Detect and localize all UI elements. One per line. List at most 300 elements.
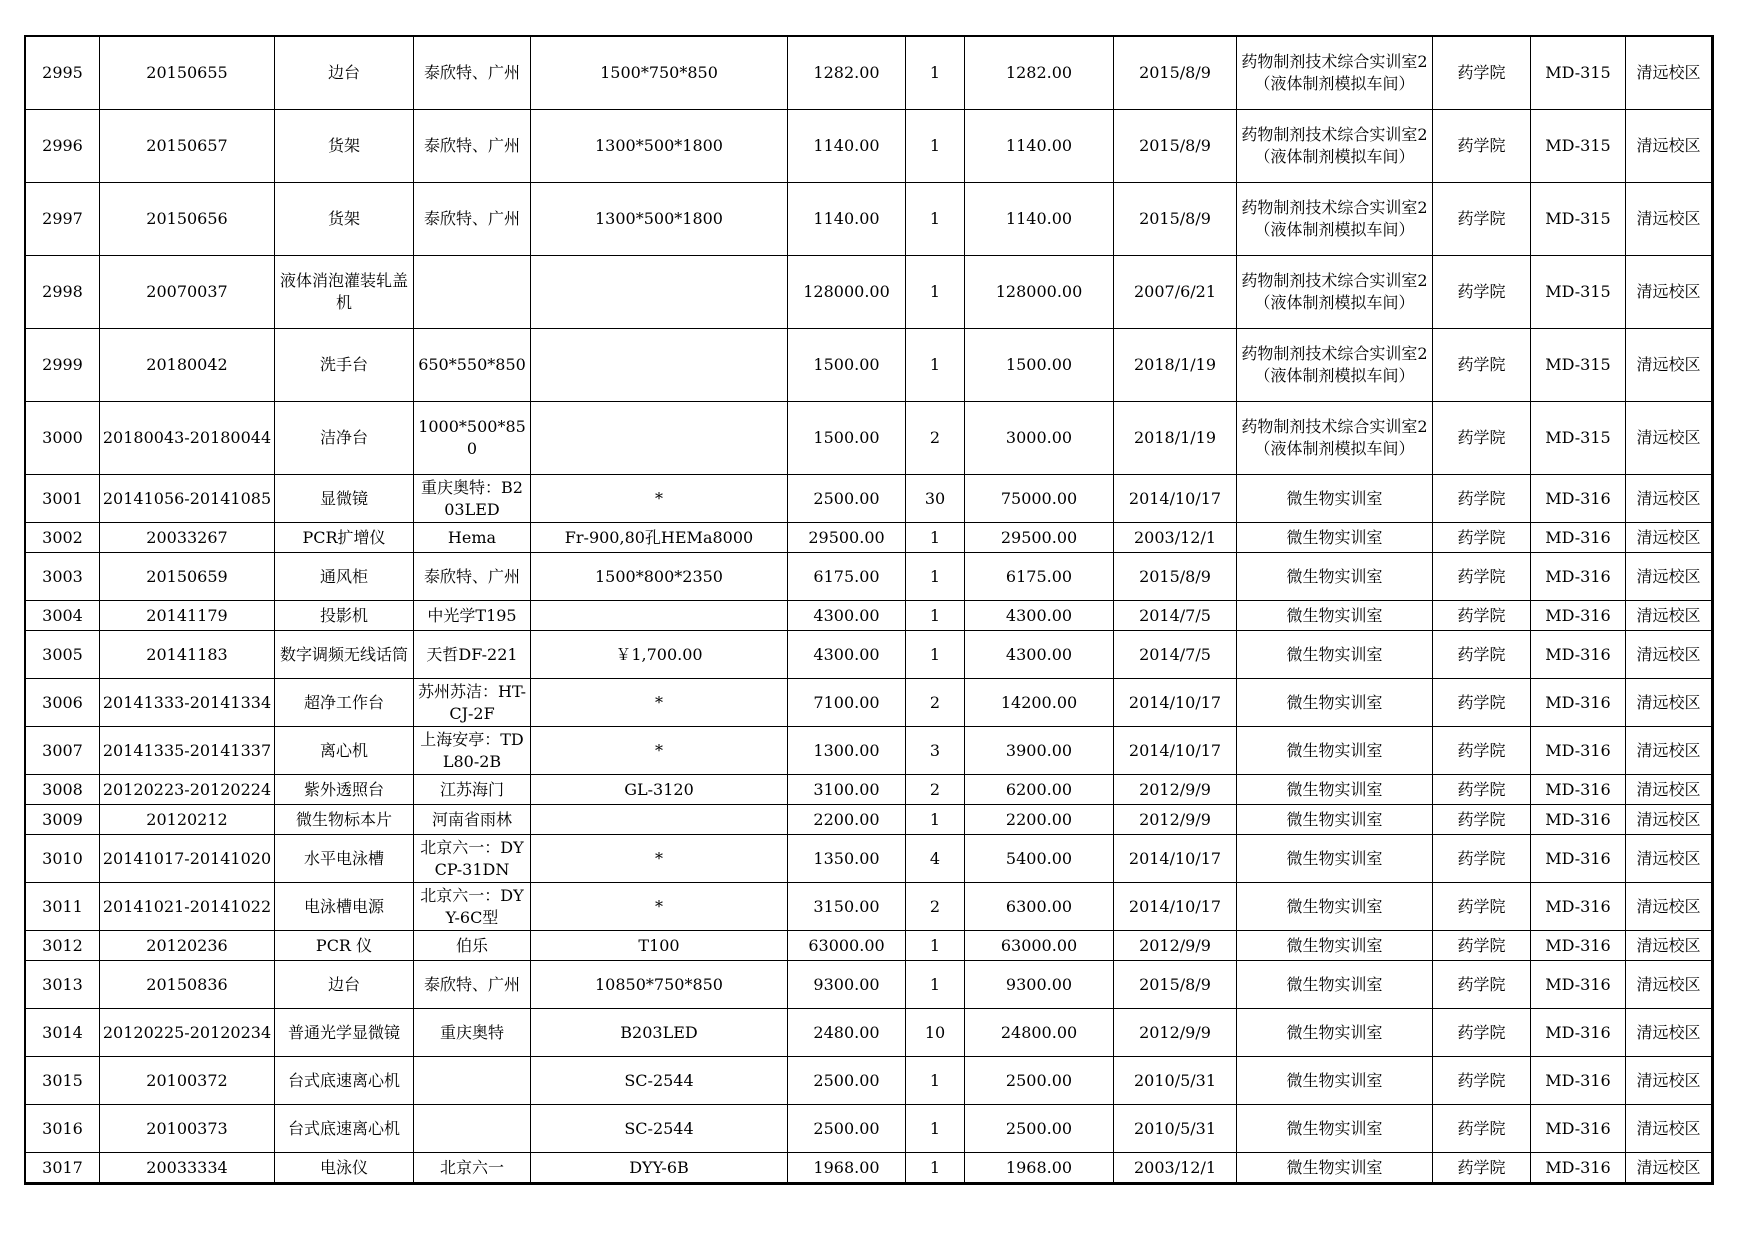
unit-price-cell: 4300.00 <box>788 631 906 679</box>
lab-location-cell: 微生物实训室 <box>1237 1105 1433 1153</box>
purchase-date-cell: 2003/12/1 <box>1114 1153 1237 1183</box>
model-cell: 1300*500*1800 <box>531 183 788 256</box>
campus-cell: 清远校区 <box>1626 727 1712 775</box>
unit-price-cell: 3100.00 <box>788 775 906 805</box>
quantity-cell: 1 <box>906 961 965 1009</box>
purchase-date-cell: 2007/6/21 <box>1114 256 1237 329</box>
unit-price-cell: 1282.00 <box>788 37 906 110</box>
campus-cell: 清远校区 <box>1626 402 1712 475</box>
room-code-cell: MD-316 <box>1531 631 1626 679</box>
campus-cell: 清远校区 <box>1626 523 1712 553</box>
campus-cell: 清远校区 <box>1626 553 1712 601</box>
equipment-name-cell: 离心机 <box>275 727 414 775</box>
lab-location-cell: 微生物实训室 <box>1237 523 1433 553</box>
asset-number-cell: 20180043-20180044 <box>100 402 275 475</box>
equipment-name-cell: PCR扩增仪 <box>275 523 414 553</box>
department-cell: 药学院 <box>1433 183 1531 256</box>
table-row <box>26 961 1712 1009</box>
room-code-cell: MD-315 <box>1531 110 1626 183</box>
seq-no-cell: 3009 <box>26 805 100 835</box>
table-row <box>26 883 1712 931</box>
table-row <box>26 475 1712 523</box>
purchase-date-cell: 2015/8/9 <box>1114 37 1237 110</box>
equipment-name-cell: 微生物标本片 <box>275 805 414 835</box>
room-code-cell: MD-316 <box>1531 775 1626 805</box>
purchase-date-cell: 2010/5/31 <box>1114 1057 1237 1105</box>
total-amount-cell: 6200.00 <box>965 775 1114 805</box>
table-row <box>26 1057 1712 1105</box>
purchase-date-cell: 2012/9/9 <box>1114 805 1237 835</box>
lab-location-cell: 微生物实训室 <box>1237 601 1433 631</box>
table-row <box>26 835 1712 883</box>
department-cell: 药学院 <box>1433 1009 1531 1057</box>
total-amount-cell: 9300.00 <box>965 961 1114 1009</box>
asset-number-cell: 20141021-20141022 <box>100 883 275 931</box>
table-row <box>26 110 1712 183</box>
inventory-sheet <box>25 36 1712 1183</box>
campus-cell: 清远校区 <box>1626 931 1712 961</box>
model-cell <box>531 805 788 835</box>
department-cell: 药学院 <box>1433 805 1531 835</box>
room-code-cell: MD-316 <box>1531 679 1626 727</box>
asset-number-cell: 20141179 <box>100 601 275 631</box>
department-cell: 药学院 <box>1433 475 1531 523</box>
total-amount-cell: 4300.00 <box>965 631 1114 679</box>
quantity-cell: 2 <box>906 679 965 727</box>
model-cell <box>531 329 788 402</box>
purchase-date-cell: 2014/10/17 <box>1114 883 1237 931</box>
campus-cell: 清远校区 <box>1626 1105 1712 1153</box>
campus-cell: 清远校区 <box>1626 775 1712 805</box>
seq-no-cell: 3017 <box>26 1153 100 1183</box>
seq-no-cell: 3014 <box>26 1009 100 1057</box>
lab-location-cell: 微生物实训室 <box>1237 1153 1433 1183</box>
quantity-cell: 1 <box>906 805 965 835</box>
room-code-cell: MD-316 <box>1531 883 1626 931</box>
total-amount-cell: 1500.00 <box>965 329 1114 402</box>
department-cell: 药学院 <box>1433 727 1531 775</box>
table-row <box>26 601 1712 631</box>
total-amount-cell: 2200.00 <box>965 805 1114 835</box>
brand-spec-cell: 泰欣特、广州 <box>414 553 531 601</box>
department-cell: 药学院 <box>1433 553 1531 601</box>
lab-location-cell: 药物制剂技术综合实训室2（液体制剂模拟车间） <box>1237 402 1433 475</box>
model-cell: T100 <box>531 931 788 961</box>
brand-spec-cell: 泰欣特、广州 <box>414 37 531 110</box>
table-row <box>26 1009 1712 1057</box>
quantity-cell: 1 <box>906 1153 965 1183</box>
brand-spec-cell: 江苏海门 <box>414 775 531 805</box>
total-amount-cell: 5400.00 <box>965 835 1114 883</box>
asset-number-cell: 20070037 <box>100 256 275 329</box>
equipment-name-cell: 台式底速离心机 <box>275 1105 414 1153</box>
lab-location-cell: 微生物实训室 <box>1237 1057 1433 1105</box>
campus-cell: 清远校区 <box>1626 329 1712 402</box>
unit-price-cell: 2500.00 <box>788 1057 906 1105</box>
room-code-cell: MD-316 <box>1531 727 1626 775</box>
purchase-date-cell: 2012/9/9 <box>1114 775 1237 805</box>
unit-price-cell: 2500.00 <box>788 1105 906 1153</box>
model-cell <box>531 402 788 475</box>
seq-no-cell: 2999 <box>26 329 100 402</box>
department-cell: 药学院 <box>1433 931 1531 961</box>
table-row <box>26 1105 1712 1153</box>
model-cell: * <box>531 727 788 775</box>
model-cell: 1500*750*850 <box>531 37 788 110</box>
equipment-name-cell: 显微镜 <box>275 475 414 523</box>
purchase-date-cell: 2014/10/17 <box>1114 835 1237 883</box>
total-amount-cell: 29500.00 <box>965 523 1114 553</box>
total-amount-cell: 1968.00 <box>965 1153 1114 1183</box>
equipment-name-cell: 电泳仪 <box>275 1153 414 1183</box>
campus-cell: 清远校区 <box>1626 961 1712 1009</box>
brand-spec-cell: 重庆奥特：B203LED <box>414 475 531 523</box>
model-cell: Fr-900,80孔HEMa8000 <box>531 523 788 553</box>
purchase-date-cell: 2012/9/9 <box>1114 1009 1237 1057</box>
asset-number-cell: 20120223-20120224 <box>100 775 275 805</box>
room-code-cell: MD-315 <box>1531 402 1626 475</box>
asset-number-cell: 20141335-20141337 <box>100 727 275 775</box>
quantity-cell: 1 <box>906 329 965 402</box>
room-code-cell: MD-316 <box>1531 835 1626 883</box>
unit-price-cell: 1140.00 <box>788 110 906 183</box>
campus-cell: 清远校区 <box>1626 110 1712 183</box>
total-amount-cell: 3900.00 <box>965 727 1114 775</box>
seq-no-cell: 3013 <box>26 961 100 1009</box>
seq-no-cell: 2998 <box>26 256 100 329</box>
total-amount-cell: 3000.00 <box>965 402 1114 475</box>
unit-price-cell: 2480.00 <box>788 1009 906 1057</box>
equipment-name-cell: 紫外透照台 <box>275 775 414 805</box>
asset-number-cell: 20150659 <box>100 553 275 601</box>
purchase-date-cell: 2015/8/9 <box>1114 553 1237 601</box>
campus-cell: 清远校区 <box>1626 1009 1712 1057</box>
lab-location-cell: 微生物实训室 <box>1237 1009 1433 1057</box>
purchase-date-cell: 2014/7/5 <box>1114 631 1237 679</box>
purchase-date-cell: 2014/10/17 <box>1114 679 1237 727</box>
room-code-cell: MD-316 <box>1531 523 1626 553</box>
unit-price-cell: 128000.00 <box>788 256 906 329</box>
brand-spec-cell: Hema <box>414 523 531 553</box>
model-cell: GL-3120 <box>531 775 788 805</box>
seq-no-cell: 3016 <box>26 1105 100 1153</box>
department-cell: 药学院 <box>1433 835 1531 883</box>
brand-spec-cell: 苏州苏洁：HT-CJ-2F <box>414 679 531 727</box>
asset-number-cell: 20141017-20141020 <box>100 835 275 883</box>
brand-spec-cell: 上海安亭：TDL80-2B <box>414 727 531 775</box>
total-amount-cell: 2500.00 <box>965 1105 1114 1153</box>
asset-number-cell: 20120225-20120234 <box>100 1009 275 1057</box>
purchase-date-cell: 2014/10/17 <box>1114 475 1237 523</box>
department-cell: 药学院 <box>1433 1105 1531 1153</box>
room-code-cell: MD-315 <box>1531 256 1626 329</box>
model-cell: * <box>531 883 788 931</box>
asset-number-cell: 20141056-20141085 <box>100 475 275 523</box>
quantity-cell: 1 <box>906 931 965 961</box>
model-cell: B203LED <box>531 1009 788 1057</box>
quantity-cell: 1 <box>906 523 965 553</box>
model-cell: * <box>531 679 788 727</box>
asset-number-cell: 20150657 <box>100 110 275 183</box>
table-row <box>26 679 1712 727</box>
department-cell: 药学院 <box>1433 110 1531 183</box>
room-code-cell: MD-315 <box>1531 329 1626 402</box>
unit-price-cell: 1300.00 <box>788 727 906 775</box>
table-row <box>26 631 1712 679</box>
asset-number-cell: 20141183 <box>100 631 275 679</box>
brand-spec-cell: 中光学T195 <box>414 601 531 631</box>
quantity-cell: 4 <box>906 835 965 883</box>
unit-price-cell: 3150.00 <box>788 883 906 931</box>
unit-price-cell: 1500.00 <box>788 329 906 402</box>
asset-number-cell: 20150656 <box>100 183 275 256</box>
model-cell: ￥1,700.00 <box>531 631 788 679</box>
lab-location-cell: 微生物实训室 <box>1237 931 1433 961</box>
asset-number-cell: 20100372 <box>100 1057 275 1105</box>
model-cell: * <box>531 835 788 883</box>
quantity-cell: 3 <box>906 727 965 775</box>
quantity-cell: 1 <box>906 256 965 329</box>
brand-spec-cell: 650*550*850 <box>414 329 531 402</box>
campus-cell: 清远校区 <box>1626 183 1712 256</box>
brand-spec-cell <box>414 256 531 329</box>
table-row <box>26 775 1712 805</box>
quantity-cell: 1 <box>906 37 965 110</box>
quantity-cell: 1 <box>906 183 965 256</box>
equipment-table <box>25 36 1712 1183</box>
campus-cell: 清远校区 <box>1626 883 1712 931</box>
quantity-cell: 10 <box>906 1009 965 1057</box>
department-cell: 药学院 <box>1433 329 1531 402</box>
asset-number-cell: 20180042 <box>100 329 275 402</box>
room-code-cell: MD-316 <box>1531 1153 1626 1183</box>
purchase-date-cell: 2015/8/9 <box>1114 961 1237 1009</box>
unit-price-cell: 9300.00 <box>788 961 906 1009</box>
equipment-name-cell: 液体消泡灌装轧盖机 <box>275 256 414 329</box>
unit-price-cell: 63000.00 <box>788 931 906 961</box>
seq-no-cell: 3008 <box>26 775 100 805</box>
quantity-cell: 30 <box>906 475 965 523</box>
seq-no-cell: 3010 <box>26 835 100 883</box>
campus-cell: 清远校区 <box>1626 37 1712 110</box>
quantity-cell: 1 <box>906 601 965 631</box>
campus-cell: 清远校区 <box>1626 631 1712 679</box>
quantity-cell: 2 <box>906 775 965 805</box>
model-cell: SC-2544 <box>531 1057 788 1105</box>
room-code-cell: MD-316 <box>1531 601 1626 631</box>
equipment-name-cell: 超净工作台 <box>275 679 414 727</box>
room-code-cell: MD-316 <box>1531 553 1626 601</box>
total-amount-cell: 24800.00 <box>965 1009 1114 1057</box>
equipment-name-cell: 水平电泳槽 <box>275 835 414 883</box>
lab-location-cell: 微生物实训室 <box>1237 553 1433 601</box>
unit-price-cell: 1140.00 <box>788 183 906 256</box>
quantity-cell: 1 <box>906 631 965 679</box>
total-amount-cell: 6300.00 <box>965 883 1114 931</box>
unit-price-cell: 1968.00 <box>788 1153 906 1183</box>
campus-cell: 清远校区 <box>1626 256 1712 329</box>
seq-no-cell: 3002 <box>26 523 100 553</box>
room-code-cell: MD-315 <box>1531 37 1626 110</box>
campus-cell: 清远校区 <box>1626 1057 1712 1105</box>
department-cell: 药学院 <box>1433 1057 1531 1105</box>
department-cell: 药学院 <box>1433 883 1531 931</box>
model-cell <box>531 601 788 631</box>
room-code-cell: MD-316 <box>1531 961 1626 1009</box>
brand-spec-cell: 天哲DF-221 <box>414 631 531 679</box>
total-amount-cell: 1140.00 <box>965 183 1114 256</box>
table-row <box>26 1153 1712 1183</box>
seq-no-cell: 3006 <box>26 679 100 727</box>
brand-spec-cell: 1000*500*850 <box>414 402 531 475</box>
campus-cell: 清远校区 <box>1626 475 1712 523</box>
table-row <box>26 329 1712 402</box>
campus-cell: 清远校区 <box>1626 1153 1712 1183</box>
unit-price-cell: 6175.00 <box>788 553 906 601</box>
campus-cell: 清远校区 <box>1626 601 1712 631</box>
lab-location-cell: 药物制剂技术综合实训室2（液体制剂模拟车间） <box>1237 37 1433 110</box>
model-cell: SC-2544 <box>531 1105 788 1153</box>
seq-no-cell: 3007 <box>26 727 100 775</box>
total-amount-cell: 63000.00 <box>965 931 1114 961</box>
lab-location-cell: 微生物实训室 <box>1237 883 1433 931</box>
asset-number-cell: 20033334 <box>100 1153 275 1183</box>
table-row <box>26 931 1712 961</box>
equipment-name-cell: 电泳槽电源 <box>275 883 414 931</box>
lab-location-cell: 微生物实训室 <box>1237 679 1433 727</box>
total-amount-cell: 128000.00 <box>965 256 1114 329</box>
unit-price-cell: 2500.00 <box>788 475 906 523</box>
lab-location-cell: 微生物实训室 <box>1237 805 1433 835</box>
brand-spec-cell: 河南省雨林 <box>414 805 531 835</box>
purchase-date-cell: 2003/12/1 <box>1114 523 1237 553</box>
seq-no-cell: 3003 <box>26 553 100 601</box>
campus-cell: 清远校区 <box>1626 679 1712 727</box>
purchase-date-cell: 2014/7/5 <box>1114 601 1237 631</box>
room-code-cell: MD-316 <box>1531 1105 1626 1153</box>
unit-price-cell: 29500.00 <box>788 523 906 553</box>
brand-spec-cell: 北京六一 <box>414 1153 531 1183</box>
total-amount-cell: 4300.00 <box>965 601 1114 631</box>
equipment-name-cell: 投影机 <box>275 601 414 631</box>
seq-no-cell: 3004 <box>26 601 100 631</box>
purchase-date-cell: 2012/9/9 <box>1114 931 1237 961</box>
purchase-date-cell: 2018/1/19 <box>1114 402 1237 475</box>
purchase-date-cell: 2015/8/9 <box>1114 183 1237 256</box>
model-cell: * <box>531 475 788 523</box>
room-code-cell: MD-316 <box>1531 475 1626 523</box>
quantity-cell: 1 <box>906 553 965 601</box>
table-row <box>26 402 1712 475</box>
lab-location-cell: 药物制剂技术综合实训室2（液体制剂模拟车间） <box>1237 256 1433 329</box>
brand-spec-cell: 泰欣特、广州 <box>414 183 531 256</box>
lab-location-cell: 药物制剂技术综合实训室2（液体制剂模拟车间） <box>1237 110 1433 183</box>
seq-no-cell: 3012 <box>26 931 100 961</box>
seq-no-cell: 2997 <box>26 183 100 256</box>
room-code-cell: MD-316 <box>1531 931 1626 961</box>
equipment-name-cell: PCR 仪 <box>275 931 414 961</box>
asset-number-cell: 20141333-20141334 <box>100 679 275 727</box>
model-cell: 1500*800*2350 <box>531 553 788 601</box>
equipment-name-cell: 边台 <box>275 37 414 110</box>
total-amount-cell: 75000.00 <box>965 475 1114 523</box>
campus-cell: 清远校区 <box>1626 805 1712 835</box>
asset-number-cell: 20033267 <box>100 523 275 553</box>
quantity-cell: 1 <box>906 1057 965 1105</box>
asset-number-cell: 20150836 <box>100 961 275 1009</box>
equipment-name-cell: 通风柜 <box>275 553 414 601</box>
room-code-cell: MD-315 <box>1531 183 1626 256</box>
lab-location-cell: 药物制剂技术综合实训室2（液体制剂模拟车间） <box>1237 183 1433 256</box>
table-row <box>26 183 1712 256</box>
quantity-cell: 1 <box>906 1105 965 1153</box>
seq-no-cell: 3011 <box>26 883 100 931</box>
room-code-cell: MD-316 <box>1531 805 1626 835</box>
seq-no-cell: 3001 <box>26 475 100 523</box>
table-row <box>26 256 1712 329</box>
unit-price-cell: 1350.00 <box>788 835 906 883</box>
brand-spec-cell: 北京六一：DYCP-31DN <box>414 835 531 883</box>
department-cell: 药学院 <box>1433 631 1531 679</box>
lab-location-cell: 微生物实训室 <box>1237 727 1433 775</box>
quantity-cell: 2 <box>906 402 965 475</box>
seq-no-cell: 3000 <box>26 402 100 475</box>
unit-price-cell: 2200.00 <box>788 805 906 835</box>
department-cell: 药学院 <box>1433 523 1531 553</box>
table-row <box>26 37 1712 110</box>
lab-location-cell: 微生物实训室 <box>1237 961 1433 1009</box>
purchase-date-cell: 2010/5/31 <box>1114 1105 1237 1153</box>
unit-price-cell: 7100.00 <box>788 679 906 727</box>
brand-spec-cell <box>414 1105 531 1153</box>
equipment-name-cell: 洗手台 <box>275 329 414 402</box>
lab-location-cell: 微生物实训室 <box>1237 835 1433 883</box>
lab-location-cell: 微生物实训室 <box>1237 475 1433 523</box>
total-amount-cell: 2500.00 <box>965 1057 1114 1105</box>
lab-location-cell: 微生物实训室 <box>1237 631 1433 679</box>
lab-location-cell: 微生物实训室 <box>1237 775 1433 805</box>
asset-number-cell: 20120212 <box>100 805 275 835</box>
equipment-name-cell: 洁净台 <box>275 402 414 475</box>
seq-no-cell: 2996 <box>26 110 100 183</box>
purchase-date-cell: 2018/1/19 <box>1114 329 1237 402</box>
equipment-name-cell: 货架 <box>275 110 414 183</box>
campus-cell: 清远校区 <box>1626 835 1712 883</box>
model-cell <box>531 256 788 329</box>
equipment-name-cell: 台式底速离心机 <box>275 1057 414 1105</box>
model-cell: DYY-6B <box>531 1153 788 1183</box>
room-code-cell: MD-316 <box>1531 1057 1626 1105</box>
unit-price-cell: 4300.00 <box>788 601 906 631</box>
equipment-name-cell: 数字调频无线话筒 <box>275 631 414 679</box>
department-cell: 药学院 <box>1433 961 1531 1009</box>
brand-spec-cell <box>414 1057 531 1105</box>
equipment-name-cell: 普通光学显微镜 <box>275 1009 414 1057</box>
table-body <box>26 37 1712 1183</box>
asset-number-cell: 20100373 <box>100 1105 275 1153</box>
asset-number-cell: 20150655 <box>100 37 275 110</box>
total-amount-cell: 1140.00 <box>965 110 1114 183</box>
brand-spec-cell: 伯乐 <box>414 931 531 961</box>
seq-no-cell: 3005 <box>26 631 100 679</box>
unit-price-cell: 1500.00 <box>788 402 906 475</box>
brand-spec-cell: 泰欣特、广州 <box>414 110 531 183</box>
equipment-name-cell: 货架 <box>275 183 414 256</box>
total-amount-cell: 6175.00 <box>965 553 1114 601</box>
total-amount-cell: 1282.00 <box>965 37 1114 110</box>
room-code-cell: MD-316 <box>1531 1009 1626 1057</box>
brand-spec-cell: 泰欣特、广州 <box>414 961 531 1009</box>
